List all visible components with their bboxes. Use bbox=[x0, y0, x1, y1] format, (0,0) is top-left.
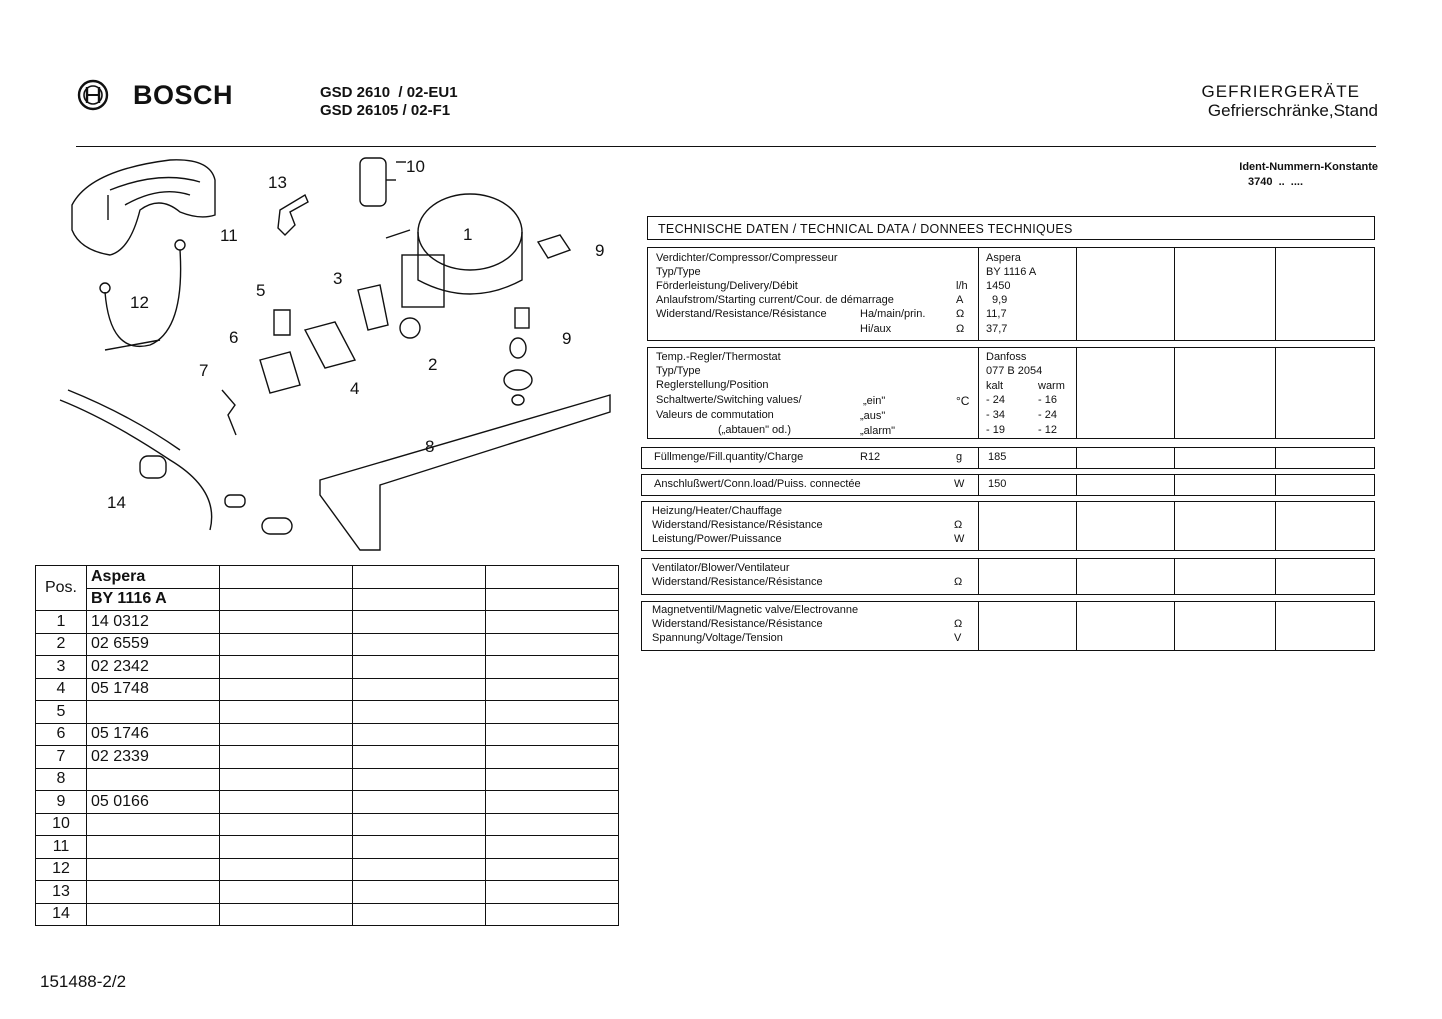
blower-label: Ventilator/Blower/Ventilateur bbox=[652, 562, 790, 574]
grommet-drawing bbox=[538, 235, 570, 258]
part-number-cell bbox=[87, 903, 220, 926]
brand-name: BOSCH bbox=[133, 80, 234, 110]
part-number-cell: 05 1748 bbox=[87, 678, 220, 701]
mounting-rail-drawing bbox=[320, 395, 610, 550]
defrost-label: („abtauen" od.) bbox=[718, 424, 792, 436]
model-line-1: GSD 2610 / 02-EU1 bbox=[320, 84, 458, 101]
technical-data-title: TECHNISCHE DATEN / TECHNICAL DATA / DONNEES TECHNIQUES bbox=[658, 222, 1073, 236]
warm-alarm-value: - 12 bbox=[1038, 424, 1057, 436]
part-number-cell bbox=[87, 701, 220, 724]
unit-w: W bbox=[954, 533, 965, 545]
commutation-label: Valeurs de commutation bbox=[656, 409, 774, 421]
pos-cell: 2 bbox=[36, 633, 87, 656]
part-number-cell: 05 0166 bbox=[87, 791, 220, 814]
diagram-label-1: 1 bbox=[463, 225, 473, 244]
terminal-block-drawing bbox=[305, 322, 355, 368]
valve-section bbox=[641, 601, 1375, 651]
compressor-resistance-label: Widerstand/Resistance/Résistance bbox=[656, 308, 827, 320]
ident-title: Ident-Nummern-Konstante bbox=[1239, 161, 1378, 173]
diagram-label-12: 12 bbox=[130, 293, 149, 312]
unit-ohm: Ω bbox=[956, 323, 965, 335]
document-number: 151488-2/2 bbox=[40, 972, 127, 991]
part-number-cell bbox=[87, 858, 220, 881]
charge-label: Füllmenge/Fill.quantity/Charge bbox=[654, 451, 804, 463]
table-row bbox=[36, 633, 619, 656]
table-row bbox=[36, 588, 619, 611]
thermostat-label: Temp.-Regler/Thermostat bbox=[656, 351, 781, 363]
pos-cell: 10 bbox=[36, 813, 87, 836]
part-number-cell: 05 1746 bbox=[87, 723, 220, 746]
part-number-cell bbox=[87, 881, 220, 904]
compressor-main-resistance-value: 11,7 bbox=[986, 308, 1007, 320]
pos-cell: 4 bbox=[36, 678, 87, 701]
header-divider bbox=[76, 146, 1376, 147]
parts-diagram bbox=[50, 150, 640, 570]
part-number-cell bbox=[87, 768, 220, 791]
overload-drawing bbox=[400, 318, 420, 338]
ident-value: 3740 .. .... bbox=[1248, 176, 1304, 188]
compressor-type-value: BY 1116 A bbox=[986, 266, 1037, 278]
capacitor-drawing bbox=[360, 158, 406, 206]
compressor-aux-resistance-value: 37,7 bbox=[986, 323, 1008, 335]
blower-resistance-label: Widerstand/Resistance/Résistance bbox=[652, 576, 823, 588]
table-row bbox=[36, 881, 619, 904]
unit-v: V bbox=[954, 632, 962, 644]
diagram-label-4: 4 bbox=[350, 379, 360, 398]
diagram-label-11: 11 bbox=[220, 226, 238, 245]
diagram-label-10: 10 bbox=[406, 157, 425, 176]
compressor-current-value: 9,9 bbox=[992, 294, 1008, 306]
diagram-label-5: 5 bbox=[256, 281, 266, 300]
table-row bbox=[36, 858, 619, 881]
table-row bbox=[36, 701, 619, 724]
compressor-delivery-value: 1450 bbox=[986, 280, 1011, 292]
heater-power-label: Leistung/Power/Puissance bbox=[652, 533, 782, 545]
pos-cell: 5 bbox=[36, 701, 87, 724]
unit-ohm: Ω bbox=[956, 308, 965, 320]
part-number-cell bbox=[87, 836, 220, 859]
compressor-model: BY 1116 A bbox=[87, 588, 220, 611]
unit-celsius: °C bbox=[956, 394, 970, 408]
bosch-logo-icon bbox=[76, 78, 110, 112]
heater-resistance-label: Widerstand/Resistance/Résistance bbox=[652, 519, 823, 531]
relay-drawing bbox=[358, 285, 388, 330]
diagram-label-2: 2 bbox=[428, 355, 438, 374]
unit-a: A bbox=[956, 294, 964, 306]
table-row bbox=[36, 566, 619, 589]
part-number-cell: 02 6559 bbox=[87, 633, 220, 656]
pos-cell: 9 bbox=[36, 791, 87, 814]
pos-cell: 7 bbox=[36, 746, 87, 769]
diagram-label-8: 8 bbox=[425, 437, 435, 456]
thermostat-type-label: Typ/Type bbox=[656, 365, 701, 377]
spring-clip-drawing bbox=[222, 390, 236, 435]
state-alarm-label: „alarm" bbox=[860, 425, 896, 437]
load-section bbox=[641, 474, 1375, 496]
table-row bbox=[36, 903, 619, 926]
diagram-label-9b: 9 bbox=[562, 329, 572, 348]
parts-table bbox=[35, 565, 619, 926]
compressor-section bbox=[647, 247, 1375, 341]
table-row bbox=[36, 791, 619, 814]
unit-g: g bbox=[956, 451, 963, 463]
mounting-feet-drawing bbox=[504, 308, 532, 405]
protector-drawing bbox=[260, 352, 300, 393]
pos-cell: 1 bbox=[36, 611, 87, 634]
charge-value: 185 bbox=[988, 451, 1007, 463]
heater-section bbox=[641, 501, 1375, 551]
compressor-brand-value: Aspera bbox=[986, 252, 1021, 264]
part-number-cell: 14 0312 bbox=[87, 611, 220, 634]
switching-values-label: Schaltwerte/Switching values/ bbox=[656, 394, 802, 406]
unit-ohm: Ω bbox=[954, 519, 963, 531]
compressor-delivery-label: Förderleistung/Delivery/Débit bbox=[656, 280, 798, 292]
unit-ohm: Ω bbox=[954, 618, 963, 630]
table-row bbox=[36, 656, 619, 679]
heater-label: Heizung/Heater/Chauffage bbox=[652, 505, 783, 517]
valve-label: Magnetventil/Magnetic valve/Electrovanne bbox=[652, 604, 859, 616]
compressor-current-label: Anlaufstrom/Starting current/Cour. de démarrage bbox=[656, 294, 894, 306]
table-row bbox=[36, 813, 619, 836]
table-row bbox=[36, 678, 619, 701]
diagram-label-7: 7 bbox=[199, 361, 209, 380]
power-cable-drawing bbox=[60, 390, 292, 534]
clip-drawing bbox=[278, 195, 308, 235]
bracket-drawing bbox=[274, 310, 290, 335]
load-label: Anschlußwert/Conn.load/Puiss. connectée bbox=[654, 478, 861, 490]
state-off-label: „aus" bbox=[860, 410, 886, 422]
thermostat-section bbox=[647, 347, 1375, 439]
technical-data-header bbox=[647, 216, 1375, 240]
warm-on-value: - 16 bbox=[1038, 394, 1057, 406]
compressor-type-label: Typ/Type bbox=[656, 266, 701, 278]
thermostat-housing-drawing bbox=[72, 160, 215, 255]
cold-header: kalt bbox=[986, 380, 1004, 392]
thermostat-position-label: Reglerstellung/Position bbox=[656, 379, 769, 391]
pos-cell: 13 bbox=[36, 881, 87, 904]
unit-w: W bbox=[954, 478, 965, 490]
part-number-cell: 02 2339 bbox=[87, 746, 220, 769]
thermostat-brand-value: Danfoss bbox=[986, 351, 1027, 363]
cold-on-value: - 24 bbox=[986, 394, 1005, 406]
table-row bbox=[36, 768, 619, 791]
pos-header: Pos. bbox=[36, 566, 87, 611]
diagram-label-3: 3 bbox=[333, 269, 343, 288]
unit-lh: l/h bbox=[956, 280, 968, 292]
load-value: 150 bbox=[988, 478, 1007, 490]
compressor-label: Verdichter/Compressor/Compresseur bbox=[656, 252, 838, 264]
part-number-cell: 02 2342 bbox=[87, 656, 220, 679]
charge-section bbox=[641, 447, 1375, 469]
diagram-label-6: 6 bbox=[229, 328, 239, 347]
pos-cell: 8 bbox=[36, 768, 87, 791]
warm-off-value: - 24 bbox=[1038, 409, 1057, 421]
pos-cell: 11 bbox=[36, 836, 87, 859]
table-row bbox=[36, 611, 619, 634]
diagram-label-9a: 9 bbox=[595, 241, 605, 260]
table-row bbox=[36, 723, 619, 746]
pos-cell: 3 bbox=[36, 656, 87, 679]
compressor-resistance-main-label: Ha/main/prin. bbox=[860, 308, 926, 320]
table-row bbox=[36, 746, 619, 769]
diagram-label-14: 14 bbox=[107, 493, 126, 512]
compressor-resistance-aux-label: Hi/aux bbox=[860, 323, 892, 335]
table-row bbox=[36, 836, 619, 859]
compressor-drawing bbox=[386, 194, 522, 307]
category-title: GEFRIERGERÄTE bbox=[1201, 82, 1360, 101]
unit-ohm: Ω bbox=[954, 576, 963, 588]
category-subtitle: Gefrierschränke,Stand bbox=[1207, 101, 1378, 120]
warm-header: warm bbox=[1038, 380, 1065, 392]
part-number-cell bbox=[87, 813, 220, 836]
model-line-2: GSD 26105 / 02-F1 bbox=[320, 102, 451, 119]
pos-cell: 6 bbox=[36, 723, 87, 746]
diagram-label-13: 13 bbox=[268, 173, 287, 192]
valve-resistance-label: Widerstand/Resistance/Résistance bbox=[652, 618, 823, 630]
blower-section bbox=[641, 558, 1375, 595]
cold-off-value: - 34 bbox=[986, 409, 1005, 421]
refrigerant-type: R12 bbox=[860, 451, 881, 463]
compressor-brand: Aspera bbox=[87, 566, 220, 589]
thermostat-type-value: 077 B 2054 bbox=[986, 365, 1043, 377]
state-on-label: „ein" bbox=[863, 395, 886, 407]
pos-cell: 12 bbox=[36, 858, 87, 881]
cold-alarm-value: - 19 bbox=[986, 424, 1005, 436]
valve-voltage-label: Spannung/Voltage/Tension bbox=[652, 632, 783, 644]
pos-cell: 14 bbox=[36, 903, 87, 926]
